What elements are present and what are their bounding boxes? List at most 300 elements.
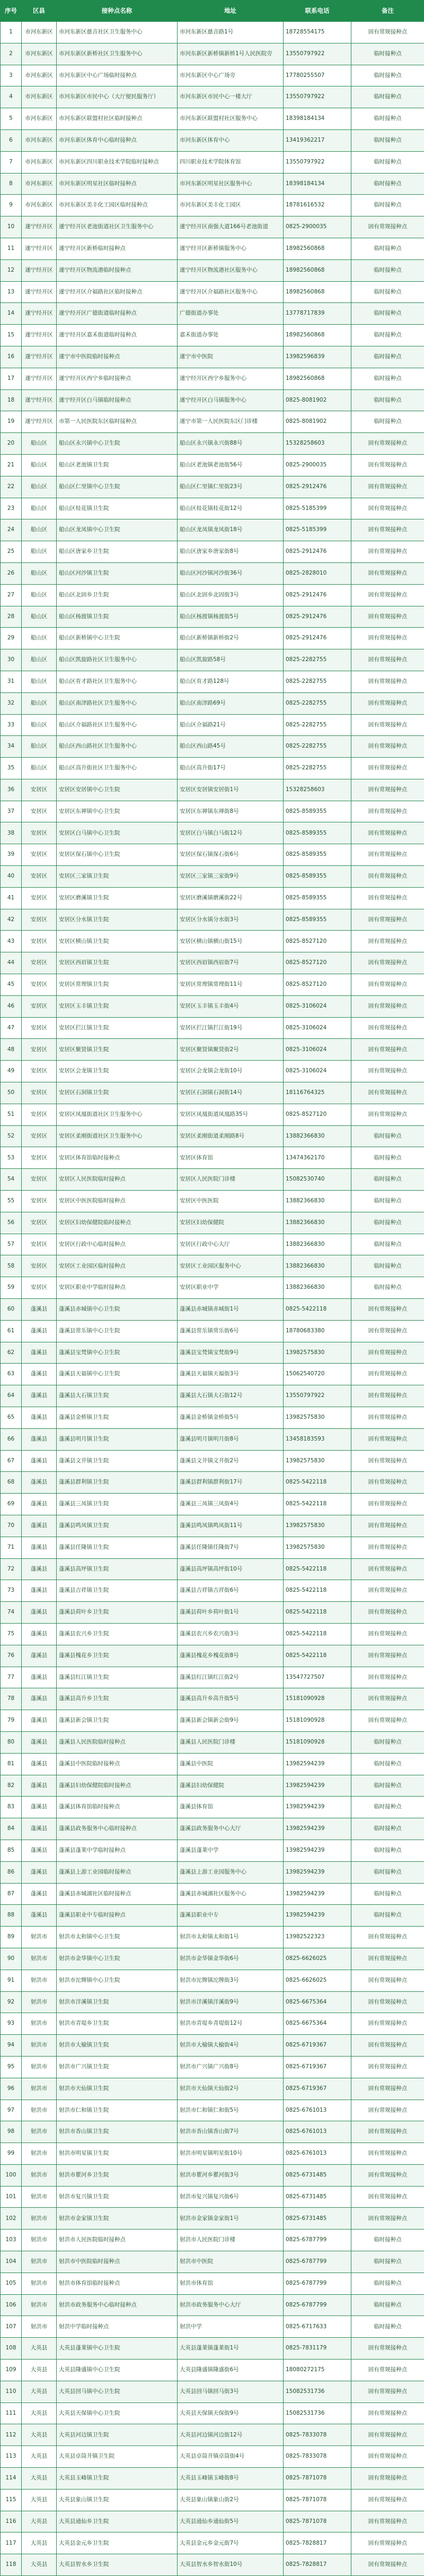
- cell-note: 固有常规接种点: [351, 649, 424, 671]
- cell-phone: 17780255507: [284, 65, 351, 86]
- cell-district: 蓬溪县: [22, 1428, 57, 1450]
- cell-no: 50: [1, 1082, 22, 1104]
- cell-note: 临时接种点: [351, 65, 424, 86]
- cell-no: 83: [1, 1797, 22, 1818]
- cell-site-name: 市第一人民医院东区临时接种点: [57, 411, 178, 433]
- cell-district: 安居区: [22, 974, 57, 996]
- cell-note: 固有常规接种点: [351, 692, 424, 714]
- cell-note: 固有常规接种点: [351, 1602, 424, 1624]
- cell-note: 固有常规接种点: [351, 1991, 424, 2013]
- cell-address: 大英县隆盛镇隆盛街6号: [178, 2360, 284, 2381]
- cell-district: 遂宁经开区: [22, 346, 57, 368]
- table-row: [1, 43, 424, 65]
- cell-no: 80: [1, 1731, 22, 1753]
- cell-site-name: 蓬溪县文井镇卫生院: [57, 1450, 178, 1472]
- cell-phone: 0825-2912476: [284, 476, 351, 498]
- table-row: [1, 1818, 424, 1840]
- cell-no: 37: [1, 801, 22, 822]
- cell-address: 射洪市复兴镇复兴街6号: [178, 2186, 284, 2208]
- cell-site-name: 射洪市中医院临时接种点: [57, 2251, 178, 2273]
- table-row: [1, 1125, 424, 1147]
- table-row: [1, 1061, 424, 1082]
- cell-address: 船山区介福路21号: [178, 714, 284, 736]
- cell-site-name: 安居区职业中学临时接种点: [57, 1277, 178, 1299]
- table-row: [1, 2078, 424, 2100]
- cell-site-name: 船山区新桥镇中心卫生院: [57, 628, 178, 649]
- cell-district: 蓬溪县: [22, 1775, 57, 1797]
- cell-site-name: 遂宁经开区新桥临时接种点: [57, 238, 178, 259]
- cell-district: 射洪市: [22, 1927, 57, 1948]
- cell-phone: 13458183593: [284, 1428, 351, 1450]
- cell-phone: 0825-3106024: [284, 1061, 351, 1082]
- cell-site-name: 蓬溪县赤城湖社区临时接种点: [57, 1883, 178, 1905]
- cell-site-name: 射洪市仁和镇卫生院: [57, 2100, 178, 2121]
- cell-no: 2: [1, 43, 22, 65]
- cell-phone: 0825-6731485: [284, 2186, 351, 2208]
- cell-no: 85: [1, 1840, 22, 1861]
- cell-site-name: 安居区磨溪镇卫生院: [57, 887, 178, 909]
- cell-phone: 13982522323: [284, 1927, 351, 1948]
- cell-no: 47: [1, 1017, 22, 1039]
- table-row: [1, 1342, 424, 1364]
- cell-phone: 0825-6787799: [284, 2273, 351, 2294]
- table-row: [1, 216, 424, 238]
- cell-no: 114: [1, 2468, 22, 2490]
- cell-district: 遂宁经开区: [22, 411, 57, 433]
- cell-phone: 13882366830: [284, 1125, 351, 1147]
- cell-note: 临时接种点: [351, 1797, 424, 1818]
- cell-note: 固有常规接种点: [351, 1428, 424, 1450]
- cell-site-name: 安居区白马镇中心卫生院: [57, 822, 178, 844]
- cell-note: 临时接种点: [351, 151, 424, 173]
- cell-district: 安居区: [22, 1104, 57, 1125]
- table-row: [1, 1039, 424, 1061]
- cell-site-name: 射洪市大榆镇卫生院: [57, 2035, 178, 2057]
- cell-site-name: 遂宁经开区嘉禾街道临时接种点: [57, 325, 178, 346]
- cell-district: 船山区: [22, 562, 57, 584]
- cell-no: 76: [1, 1645, 22, 1667]
- cell-address: 船山区南津路69号: [178, 692, 284, 714]
- cell-address: 船山区高升街17号: [178, 758, 284, 779]
- cell-no: 36: [1, 779, 22, 801]
- cell-site-name: 蓬溪县上游工业园临时接种点: [57, 1861, 178, 1883]
- cell-site-name: 蓬溪县职业中专临时接种点: [57, 1905, 178, 1927]
- cell-address: 蓬溪县三凤镇三凤街4号: [178, 1494, 284, 1515]
- cell-district: 蓬溪县: [22, 1623, 57, 1645]
- cell-site-name: 蓬溪县槐花乡卫生院: [57, 1645, 178, 1667]
- cell-site-name: 蓬溪县天福镇中心卫生院: [57, 1364, 178, 1385]
- cell-district: 市河东新区: [22, 195, 57, 216]
- cell-address: 遂宁经开区新桥镇服务中心: [178, 238, 284, 259]
- cell-district: 蓬溪县: [22, 1342, 57, 1364]
- table-row: [1, 1710, 424, 1732]
- cell-district: 船山区: [22, 476, 57, 498]
- cell-phone: 0825-8527120: [284, 1104, 351, 1125]
- table-row: [1, 108, 424, 130]
- cell-no: 26: [1, 562, 22, 584]
- cell-district: 蓬溪县: [22, 1905, 57, 1927]
- table-row: [1, 1623, 424, 1645]
- table-header: [1, 1, 424, 22]
- cell-district: 船山区: [22, 498, 57, 519]
- header-address: 地址: [178, 1, 284, 22]
- cell-note: 固有常规接种点: [351, 822, 424, 844]
- cell-address: 射洪市广兴镇广兴街8号: [178, 2056, 284, 2078]
- cell-no: 63: [1, 1364, 22, 1385]
- cell-no: 15: [1, 325, 22, 346]
- cell-district: 大英县: [22, 2511, 57, 2532]
- cell-address: 安居区柔刚街道柔刚路8号: [178, 1125, 284, 1147]
- cell-district: 蓬溪县: [22, 1688, 57, 1710]
- cell-no: 115: [1, 2489, 22, 2511]
- table-row: [1, 1428, 424, 1450]
- cell-site-name: 船山区仁里镇中心卫生院: [57, 476, 178, 498]
- cell-no: 30: [1, 649, 22, 671]
- cell-district: 遂宁经开区: [22, 389, 57, 411]
- table-row: [1, 173, 424, 195]
- cell-district: 大英县: [22, 2489, 57, 2511]
- cell-district: 蓬溪县: [22, 1299, 57, 1321]
- table-row: [1, 887, 424, 909]
- cell-district: 射洪市: [22, 2208, 57, 2230]
- header-site-name: 接种点名称: [57, 1, 178, 22]
- table-row: [1, 2554, 424, 2576]
- table-row: [1, 389, 424, 411]
- cell-note: 固有常规接种点: [351, 216, 424, 238]
- cell-site-name: 船山区老池镇卫生院: [57, 454, 178, 476]
- table-row: [1, 1147, 424, 1169]
- cell-address: 大英县智水乡智水街10号: [178, 2554, 284, 2576]
- cell-address: 船山区桂花镇桂花街12号: [178, 498, 284, 519]
- cell-address: 蓬溪县文井镇文井街2号: [178, 1450, 284, 1472]
- cell-no: 69: [1, 1494, 22, 1515]
- cell-site-name: 船山区龙凤镇中心卫生院: [57, 519, 178, 541]
- table-row: [1, 2468, 424, 2490]
- cell-phone: 18728554175: [284, 22, 351, 44]
- table-row: [1, 2402, 424, 2424]
- cell-note: 固有常规接种点: [351, 779, 424, 801]
- cell-address: 船山区育才路128号: [178, 671, 284, 692]
- cell-site-name: 蓬溪县蓬莱中学临时接种点: [57, 1840, 178, 1861]
- cell-phone: 18398184134: [284, 173, 351, 195]
- cell-district: 蓬溪县: [22, 1320, 57, 1342]
- table-row: [1, 1580, 424, 1602]
- cell-note: 固有常规接种点: [351, 1299, 424, 1321]
- cell-note: 临时接种点: [351, 108, 424, 130]
- cell-note: 固有常规接种点: [351, 844, 424, 866]
- cell-district: 安居区: [22, 801, 57, 822]
- cell-address: 蓬溪县大石镇大石街12号: [178, 1385, 284, 1407]
- table-row: [1, 1364, 424, 1385]
- cell-district: 船山区: [22, 519, 57, 541]
- cell-address: 安居区三家镇三家街9号: [178, 866, 284, 888]
- cell-address: 蓬溪县体育馆: [178, 1797, 284, 1818]
- table-body: [1, 22, 424, 2576]
- cell-no: 110: [1, 2381, 22, 2402]
- cell-address: 蓬溪县明月镇明月街8号: [178, 1428, 284, 1450]
- cell-no: 99: [1, 2143, 22, 2165]
- cell-district: 船山区: [22, 736, 57, 758]
- cell-no: 91: [1, 1970, 22, 1991]
- cell-site-name: 安居区石洞镇卫生院: [57, 1082, 178, 1104]
- cell-note: 固有常规接种点: [351, 1970, 424, 1991]
- cell-district: 安居区: [22, 1017, 57, 1039]
- cell-district: 市河东新区: [22, 108, 57, 130]
- cell-address: 蓬溪县宝梵镇宝梵街9号: [178, 1342, 284, 1364]
- table-row: [1, 1970, 424, 1991]
- cell-site-name: 射洪市天仙镇卫生院: [57, 2078, 178, 2100]
- cell-phone: 0825-2282755: [284, 692, 351, 714]
- table-row: [1, 692, 424, 714]
- cell-phone: 0825-6761013: [284, 2143, 351, 2165]
- cell-note: 固有常规接种点: [351, 2056, 424, 2078]
- cell-note: 固有常规接种点: [351, 1104, 424, 1125]
- cell-site-name: 蓬溪县金桥镇卫生院: [57, 1407, 178, 1429]
- cell-address: 射洪市中医院: [178, 2251, 284, 2273]
- cell-site-name: 射洪市瞿河乡卫生院: [57, 2164, 178, 2186]
- cell-phone: 0825-6675364: [284, 2013, 351, 2035]
- cell-district: 安居区: [22, 1277, 57, 1299]
- cell-phone: 0825-8589355: [284, 887, 351, 909]
- cell-address: 蓬溪县红江镇红江街2号: [178, 1667, 284, 1688]
- table-row: [1, 1082, 424, 1104]
- cell-district: 射洪市: [22, 1991, 57, 2013]
- cell-site-name: 市河东新区中心广场临时接种点: [57, 65, 178, 86]
- cell-address: 蓬溪县高坪镇高坪街10号: [178, 1558, 284, 1580]
- cell-district: 安居区: [22, 1061, 57, 1082]
- cell-phone: 0825-2828010: [284, 562, 351, 584]
- table-row: [1, 195, 424, 216]
- cell-no: 22: [1, 476, 22, 498]
- table-row: [1, 714, 424, 736]
- cell-note: 固有常规接种点: [351, 736, 424, 758]
- cell-no: 111: [1, 2402, 22, 2424]
- cell-phone: 0825-6761013: [284, 2100, 351, 2121]
- cell-district: 蓬溪县: [22, 1537, 57, 1558]
- table-row: [1, 2121, 424, 2143]
- cell-district: 射洪市: [22, 2273, 57, 2294]
- table-row: [1, 498, 424, 519]
- cell-note: 临时接种点: [351, 1169, 424, 1191]
- cell-address: 射洪市明星镇明星街10号: [178, 2143, 284, 2165]
- table-row: [1, 606, 424, 628]
- table-row: [1, 303, 424, 325]
- cell-district: 安居区: [22, 866, 57, 888]
- cell-phone: 0825-2912476: [284, 628, 351, 649]
- cell-phone: 0825-5422118: [284, 1472, 351, 1494]
- table-row: [1, 1688, 424, 1710]
- cell-note: 临时接种点: [351, 1277, 424, 1299]
- cell-phone: 13982594239: [284, 1840, 351, 1861]
- cell-phone: 13550797922: [284, 1385, 351, 1407]
- cell-site-name: 蓬溪县政务服务中心临时接种点: [57, 1818, 178, 1840]
- cell-address: 安居区拦江镇拦江街19号: [178, 1017, 284, 1039]
- cell-site-name: 安居区妇幼保健院临时接种点: [57, 1212, 178, 1234]
- cell-phone: 13982594239: [284, 1797, 351, 1818]
- cell-note: 固有常规接种点: [351, 2338, 424, 2360]
- cell-site-name: 安居区分水镇卫生院: [57, 909, 178, 931]
- cell-site-name: 大英县金元乡卫生院: [57, 2532, 178, 2554]
- cell-phone: 0825-8589355: [284, 822, 351, 844]
- cell-site-name: 蓬溪县赤城镇中心卫生院: [57, 1299, 178, 1321]
- table-row: [1, 65, 424, 86]
- cell-phone: 13982575830: [284, 1342, 351, 1364]
- cell-address: 安居区白马镇白马街12号: [178, 822, 284, 844]
- cell-site-name: 船山区北固乡卫生院: [57, 584, 178, 606]
- cell-address: 遂宁市第一人民医院东区门诊楼: [178, 411, 284, 433]
- table-row: [1, 1385, 424, 1407]
- cell-phone: 0825-6719367: [284, 2056, 351, 2078]
- cell-note: 固有常规接种点: [351, 1494, 424, 1515]
- cell-address: 船山区老池镇老池街56号: [178, 454, 284, 476]
- table-row: [1, 2208, 424, 2230]
- table-row: [1, 454, 424, 476]
- cell-note: 固有常规接种点: [351, 2402, 424, 2424]
- table-row: [1, 2360, 424, 2381]
- cell-site-name: 市河东新区体育中心临时接种点: [57, 129, 178, 151]
- cell-note: 临时接种点: [351, 129, 424, 151]
- cell-district: 遂宁经开区: [22, 259, 57, 281]
- cell-site-name: 安居区三家镇卫生院: [57, 866, 178, 888]
- cell-no: 89: [1, 1927, 22, 1948]
- cell-phone: 18080272175: [284, 2360, 351, 2381]
- cell-no: 79: [1, 1710, 22, 1732]
- cell-address: 安居区中医医院: [178, 1191, 284, 1212]
- table-row: [1, 129, 424, 151]
- cell-note: 固有常规接种点: [351, 714, 424, 736]
- cell-address: 安居区横山镇横山街15号: [178, 931, 284, 952]
- cell-site-name: 安居区体育馆临时接种点: [57, 1147, 178, 1169]
- cell-no: 48: [1, 1039, 22, 1061]
- cell-phone: 0825-7828817: [284, 2532, 351, 2554]
- cell-site-name: 遂宁经开区物流港临时接种点: [57, 259, 178, 281]
- cell-no: 116: [1, 2511, 22, 2532]
- cell-phone: 18982560868: [284, 368, 351, 389]
- cell-district: 蓬溪县: [22, 1731, 57, 1753]
- cell-no: 98: [1, 2121, 22, 2143]
- cell-note: 固有常规接种点: [351, 995, 424, 1017]
- cell-site-name: 遂宁经开区白马镇临时接种点: [57, 389, 178, 411]
- cell-no: 60: [1, 1299, 22, 1321]
- cell-phone: 15181090928: [284, 1710, 351, 1732]
- cell-district: 射洪市: [22, 1948, 57, 1970]
- table-row: [1, 2446, 424, 2468]
- cell-phone: 0825-6626025: [284, 1948, 351, 1970]
- cell-district: 蓬溪县: [22, 1494, 57, 1515]
- cell-district: 安居区: [22, 887, 57, 909]
- cell-site-name: 船山区唐家乡卫生院: [57, 541, 178, 563]
- table-row: [1, 1731, 424, 1753]
- cell-address: 船山区河沙镇河沙街36号: [178, 562, 284, 584]
- cell-address: 船山区龙凤镇龙凤街18号: [178, 519, 284, 541]
- cell-district: 安居区: [22, 909, 57, 931]
- cell-district: 船山区: [22, 692, 57, 714]
- cell-site-name: 蓬溪县红江镇卫生院: [57, 1667, 178, 1688]
- table-row: [1, 1558, 424, 1580]
- table-row: [1, 1472, 424, 1494]
- cell-site-name: 安居区保石镇中心卫生院: [57, 844, 178, 866]
- cell-address: 蓬溪县中医院: [178, 1753, 284, 1775]
- cell-note: 固有常规接种点: [351, 2511, 424, 2532]
- cell-note: 固有常规接种点: [351, 866, 424, 888]
- cell-address: 蓬溪县鸣凤镇鸣凤街11号: [178, 1515, 284, 1537]
- cell-no: 17: [1, 368, 22, 389]
- cell-no: 38: [1, 822, 22, 844]
- cell-address: 射洪市香山镇香山街7号: [178, 2121, 284, 2143]
- table-row: [1, 411, 424, 433]
- cell-note: 临时接种点: [351, 173, 424, 195]
- table-row: [1, 1775, 424, 1797]
- cell-site-name: 射洪市香山镇卫生院: [57, 2121, 178, 2143]
- cell-district: 船山区: [22, 541, 57, 563]
- cell-address: 船山区凯旋路58号: [178, 649, 284, 671]
- cell-note: 临时接种点: [351, 1883, 424, 1905]
- cell-district: 蓬溪县: [22, 1883, 57, 1905]
- cell-note: 临时接种点: [351, 259, 424, 281]
- cell-phone: 13982594239: [284, 1775, 351, 1797]
- table-row: [1, 2273, 424, 2294]
- table-row: [1, 238, 424, 259]
- table-row: [1, 1602, 424, 1624]
- header-note: 备注: [351, 1, 424, 22]
- cell-site-name: 市河东新区市民中心（大厅便民服务厅）: [57, 86, 178, 108]
- cell-address: 大英县通仙乡通仙街5号: [178, 2511, 284, 2532]
- cell-note: 固有常规接种点: [351, 2468, 424, 2490]
- cell-phone: 15328258603: [284, 433, 351, 455]
- cell-address: 射洪市洋溪镇洋溪街9号: [178, 1991, 284, 2013]
- cell-district: 大英县: [22, 2360, 57, 2381]
- table-row: [1, 2164, 424, 2186]
- cell-district: 蓬溪县: [22, 1450, 57, 1472]
- cell-note: 临时接种点: [351, 1255, 424, 1277]
- cell-district: 射洪市: [22, 2251, 57, 2273]
- cell-phone: 15082531736: [284, 2402, 351, 2424]
- table-row: [1, 1320, 424, 1342]
- cell-no: 82: [1, 1775, 22, 1797]
- cell-no: 3: [1, 65, 22, 86]
- cell-site-name: 大英县河边镇卫生院: [57, 2424, 178, 2446]
- cell-district: 射洪市: [22, 1970, 57, 1991]
- cell-address: 大英县象山镇象山街2号: [178, 2489, 284, 2511]
- cell-address: 市河东新区慈音路1号: [178, 22, 284, 44]
- cell-address: 船山区唐家乡唐家街8号: [178, 541, 284, 563]
- cell-address: 蓬溪县群利镇群利街17号: [178, 1472, 284, 1494]
- cell-address: 市河东新区体育中心: [178, 129, 284, 151]
- table-row: [1, 325, 424, 346]
- cell-note: 固有常规接种点: [351, 541, 424, 563]
- cell-district: 蓬溪县: [22, 1558, 57, 1580]
- cell-phone: 0825-2282755: [284, 758, 351, 779]
- cell-no: 1: [1, 22, 22, 44]
- table-row: [1, 909, 424, 931]
- cell-no: 43: [1, 931, 22, 952]
- cell-note: 固有常规接种点: [351, 476, 424, 498]
- cell-site-name: 射洪市复兴镇卫生院: [57, 2186, 178, 2208]
- cell-note: 固有常规接种点: [351, 2446, 424, 2468]
- cell-phone: 13982594239: [284, 1905, 351, 1927]
- cell-site-name: 安居区会龙镇卫生院: [57, 1061, 178, 1082]
- table-row: [1, 2035, 424, 2057]
- cell-district: 蓬溪县: [22, 1645, 57, 1667]
- cell-note: 固有常规接种点: [351, 2078, 424, 2100]
- cell-phone: 0825-6717633: [284, 2316, 351, 2338]
- cell-phone: 0825-7871078: [284, 2468, 351, 2490]
- cell-phone: 0825-5422118: [284, 1299, 351, 1321]
- cell-note: 固有常规接种点: [351, 887, 424, 909]
- cell-address: 遂宁经开区西宁乡服务中心: [178, 368, 284, 389]
- cell-no: 35: [1, 758, 22, 779]
- cell-phone: 0825-7828817: [284, 2554, 351, 2576]
